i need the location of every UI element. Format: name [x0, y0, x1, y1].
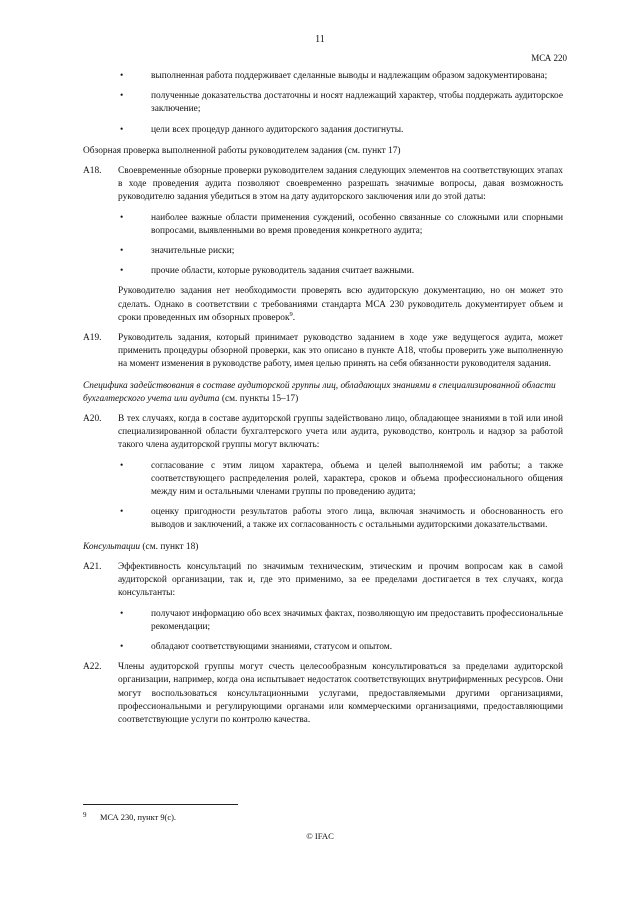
page-number: 11: [315, 34, 325, 45]
footnote-mark: 9: [83, 811, 87, 819]
section-heading-ref: (см. пункт 18): [140, 541, 199, 552]
section-heading-ref: (см. пункты 15–17): [219, 393, 299, 404]
section-heading-specialists: [83, 380, 563, 406]
paragraph-label: A18.: [83, 166, 102, 177]
bullet-icon: •: [120, 124, 124, 135]
bullet-icon: •: [120, 608, 124, 619]
footnote-divider: [83, 804, 238, 805]
bullet-text: оценку пригодности результатов работы этого лица, включая значимость и обоснованность его выводов и заключений, а также их согласованность с остальными аудиторскими доказательствами.: [151, 507, 563, 531]
paragraph-a19: [83, 332, 563, 372]
bullet-text: согласование с этим лицом характера, объема и целей выполняемой им работы; а также соответствующего распределения ролей, характера, сроков и объема профессионального общения между ним и остальными членами группы по проведению аудита;: [151, 460, 563, 498]
paragraph-end: .: [292, 312, 296, 323]
bullet-text: наиболее важные области применения суждений, особенно связанные со сложными или спорными вопросами, выявленными во время проведения конкретного аудита;: [151, 212, 563, 236]
section-heading-title: Специфика задействования в составе аудиторской группы лиц, обладающих знаниями в специализированной области бухгалтерского учета или аудита: [83, 380, 556, 404]
bullet-icon: •: [120, 641, 124, 652]
paragraph-text: Эффективность консультаций по значимым техническим, этическим и прочим вопросам как в самой аудиторской организации, так и, где это применимо, за ее пределами достигается в тех случаях, когда консультанты:: [118, 561, 563, 599]
footnote-text: МСА 230, пункт 9(c).: [100, 813, 176, 822]
list-item: [83, 124, 563, 137]
bullet-text: значительные риски;: [151, 246, 235, 257]
list-item: [83, 212, 563, 238]
bullet-text: получают информацию обо всех значимых фактах, позволяющую им предоставить профессиональные рекомендации;: [151, 608, 563, 632]
paragraph-text: Руководитель задания, который принимает руководство заданием в ходе уже ведущегося аудита, может применить процедуры обзорной проверки, как это описано в пункте A18, чтобы проверить уже выполненную на момент изменения в руководстве работу, имея целью принять на себя обязанности руководителя задания.: [118, 333, 563, 370]
bullet-icon: •: [120, 266, 124, 277]
list-item: [83, 90, 563, 116]
paragraph-text: В тех случаях, когда в составе аудиторской группы задействовано лицо, обладающее знаниями в той или иной специализированной области бухгалтерского учета или аудита, руководство, контроль и надзор за работой такого члена аудиторской группы могут включать:: [118, 414, 563, 451]
paragraph-a21: [83, 561, 563, 601]
list-item: [83, 245, 563, 258]
bullet-icon: •: [120, 507, 124, 518]
footnote: [83, 813, 176, 822]
bullet-text: прочие области, которые руководитель задания считает важными.: [151, 266, 415, 277]
paragraph-label: A20.: [83, 414, 102, 425]
bullet-icon: •: [120, 246, 124, 257]
section-heading-title: Консультации: [83, 541, 141, 552]
bullet-text: полученные доказательства достаточны и носят надлежащий характер, чтобы поддержать аудиторское заключение;: [151, 91, 563, 115]
list-item: [83, 70, 563, 83]
bullet-text: цели всех процедур данного аудиторского задания достигнуты.: [151, 124, 404, 135]
paragraph-label: A22.: [83, 662, 102, 673]
paragraph-a18: [83, 165, 563, 205]
list-item: [83, 265, 563, 278]
bullet-icon: •: [120, 460, 124, 471]
bullet-icon: •: [120, 91, 124, 102]
section-heading-review: Обзорная проверка выполненной работы руководителем задания (см. пункт 17): [83, 145, 401, 156]
paragraph-label: A21.: [83, 561, 102, 572]
bullet-icon: •: [120, 71, 124, 81]
bullet-text: обладают соответствующими знаниями, статусом и опытом.: [151, 641, 393, 652]
standard-label: МСА 220: [531, 53, 567, 63]
paragraph-label: A19.: [83, 333, 102, 344]
section-heading-consultations: [83, 541, 563, 554]
list-item: [83, 506, 563, 532]
copyright-footer: © IFAC: [306, 831, 334, 841]
bullet-icon: •: [120, 212, 124, 223]
list-item: [83, 460, 563, 500]
paragraph-text: Руководителю задания нет необходимости проверять всю аудиторскую документацию, но он может это сделать. Однако в соответствии с требованиями стандарта МСА 230 руководитель документирует объем и сроки проведенных им обзорных проверок: [118, 286, 563, 323]
paragraph-a22: [83, 661, 563, 727]
footnote-reference[interactable]: 9: [289, 310, 293, 318]
paragraph-text: Своевременные обзорные проверки руководителем задания следующих элементов на соответствующих этапах в ходе проведения аудита позволяют своевременно разрешать значимые вопросы, давая возможность руководителю задания убедиться в этом на дату аудиторского заключения или до этой даты:: [118, 166, 563, 203]
list-item: [83, 608, 563, 634]
paragraph-text: Члены аудиторской группы могут счесть целесообразным консультироваться за пределами аудиторской организации, например, когда она испытывает недостаток соответствующих внутрифирменных ресурсов. Они могут воспользоваться консультационными услугами, предоставляемыми другими организациями, профессиональными и регулирующими органами или коммерческими организациями, предоставляющими соответствующие услуги по контролю качества.: [118, 662, 563, 725]
paragraph-a18-followup: [83, 285, 563, 325]
bullet-text: выполненная работа поддерживает сделанные выводы и надлежащим образом задокументирована;: [151, 71, 548, 81]
paragraph-a20: [83, 413, 563, 453]
main-content: [83, 70, 563, 734]
list-item: [83, 641, 563, 654]
